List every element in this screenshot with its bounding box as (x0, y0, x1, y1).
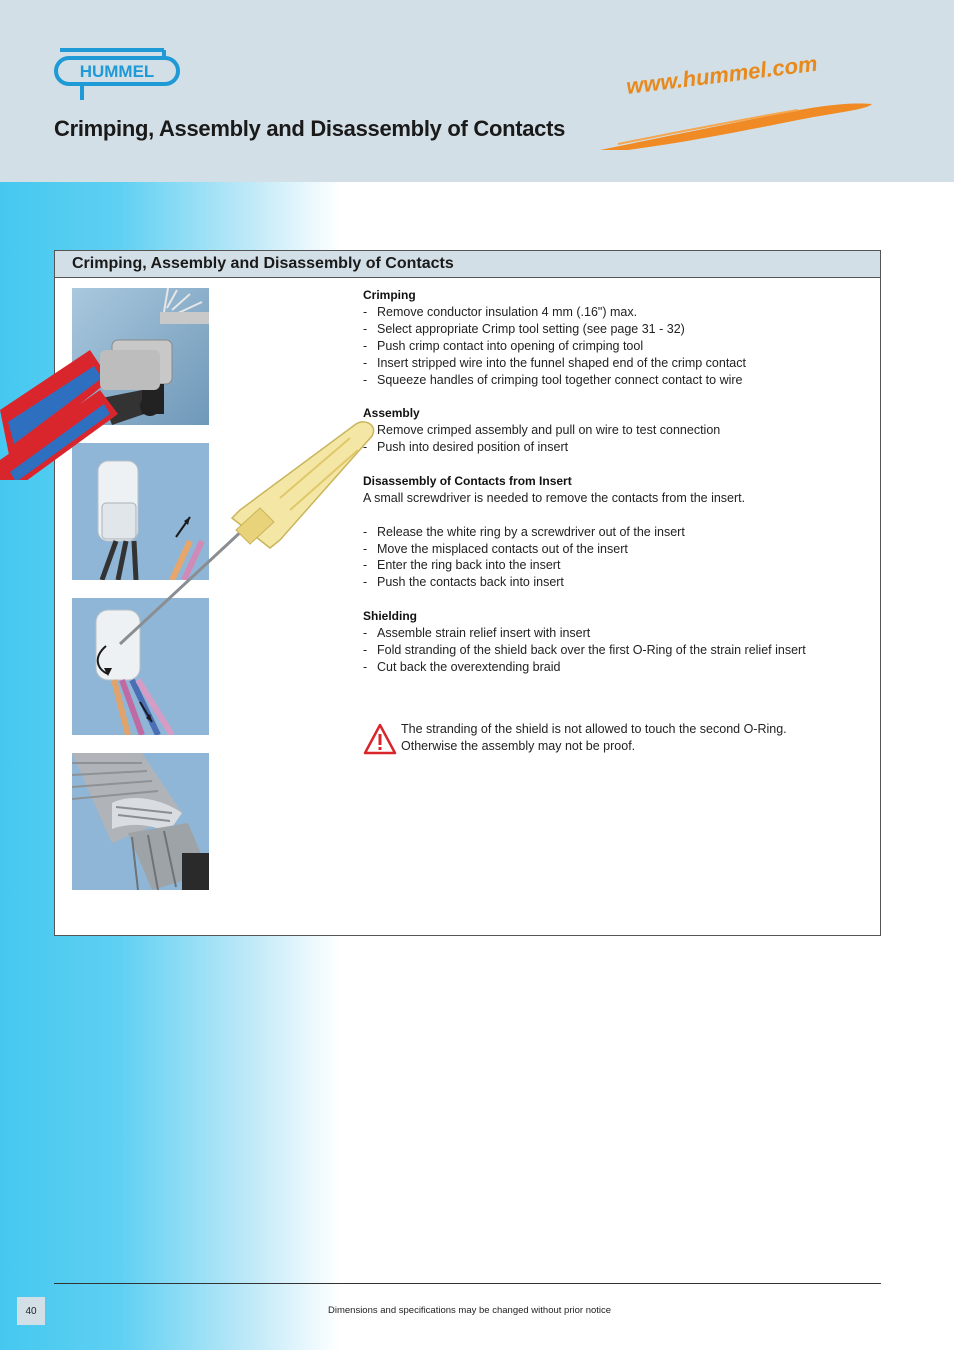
list-item: - Release the white ring by a screwdriver out of the insert (363, 524, 685, 539)
section-heading-assembly: Assembly (363, 406, 420, 421)
list-item: - Push crimp contact into opening of crimping tool (363, 338, 644, 353)
page-header (0, 0, 954, 182)
list-item: - Insert stripped wire into the funnel shaped end of the crimp contact (363, 355, 746, 370)
list-item: - Assemble strain relief insert with insert (363, 626, 591, 641)
warning-line-1: The stranding of the shield is not allowed to touch the second O-Ring. (401, 722, 787, 736)
section-heading-shielding: Shielding (363, 609, 417, 624)
list-item: - Fold stranding of the shield back over the first O-Ring of the strain relief insert (363, 642, 806, 657)
disassembly-intro: A small screwdriver is needed to remove the contacts from the insert. (363, 490, 746, 505)
brush-swoosh (598, 98, 874, 154)
warning-triangle-icon (363, 723, 397, 755)
photo-shielding (72, 753, 209, 890)
page-number: 40 (17, 1297, 45, 1325)
website-link[interactable]: www.hummel.com (624, 50, 819, 100)
footer-note: Dimensions and specifications may be changed without prior notice (328, 1305, 612, 1316)
panel-header (55, 251, 880, 278)
section-heading-disassembly: Disassembly of Contacts from Insert (363, 473, 572, 488)
warning-note (363, 721, 843, 755)
list-item: - Remove conductor insulation 4 mm (.16") max. (363, 304, 638, 319)
warning-line-2: Otherwise the assembly may not be proof. (401, 739, 636, 753)
logo-text: HUMMEL (79, 62, 155, 81)
list-item: Remove crimped assembly and pull on wire to test connection (377, 423, 721, 438)
section-heading-crimping: Crimping (363, 288, 416, 302)
panel-title: Crimping, Assembly and Disassembly of Contacts (72, 255, 454, 272)
list-item: - Squeeze handles of crimping tool together connect contact to wire (363, 372, 743, 387)
list-item: - Select appropriate Crimp tool setting (see page 31 - 32) (363, 321, 685, 336)
list-item: - Push the contacts back into insert (363, 575, 564, 590)
list-item: - Push into desired position of insert (363, 440, 569, 455)
page-title: Crimping, Assembly and Disassembly of Contacts (54, 116, 566, 141)
screwdriver-illustration (110, 418, 380, 648)
list-item: - Cut back the overextending braid (363, 659, 561, 674)
list-item: - Move the misplaced contacts out of the insert (363, 541, 628, 556)
footer-divider (54, 1283, 881, 1284)
list-item: - Enter the ring back into the insert (363, 558, 561, 573)
hummel-logo[interactable] (52, 44, 182, 102)
instructions-text (363, 287, 863, 676)
